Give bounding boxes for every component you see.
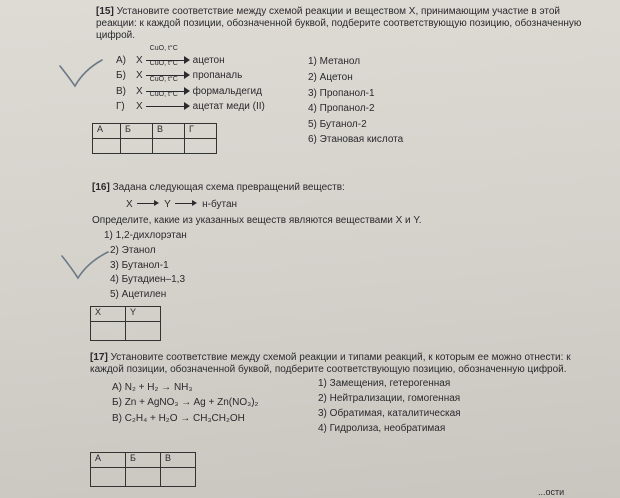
task15-option-6: 6) Этановая кислота [308, 134, 404, 145]
task15-option-5: 5) Бутанол-2 [308, 119, 367, 130]
task16-option-5: 5) Ацетилен [110, 289, 167, 300]
task16-scheme: X Y н-бутан [126, 199, 238, 210]
table-header: Г [185, 124, 217, 139]
task17-number: [17] [90, 352, 108, 363]
task17-reaction-b: Б) Zn + AgNO₃ → Ag + Zn(NO₃)₂ [112, 397, 259, 408]
task16-number: [16] [92, 182, 110, 193]
task15-line3: цифрой. [96, 30, 136, 41]
reaction-arrow-icon: CuO, t°C [146, 54, 190, 66]
answer-cell[interactable] [161, 468, 196, 487]
task16-option-3: 3) Бутанол-1 [110, 260, 169, 271]
task15-line1 [96, 6, 560, 18]
footer-fragment: ...ости [538, 487, 565, 497]
task16-question: Определите, какие из указанных веществ являются веществами X и Y. [92, 215, 422, 226]
table-header: В [153, 124, 185, 139]
answer-cell[interactable] [93, 139, 121, 154]
task17-reaction-c: В) C₂H₄ + H₂O → CH₃CH₂OH [112, 413, 245, 424]
table-header: А [93, 124, 121, 139]
task17-line2: каждой позиции, обозначенной буквой, подберите соответствующую позицию, обозначенную цифрой. [90, 364, 567, 375]
task17-option-1: 1) Замещения, гетерогенная [318, 378, 451, 389]
answer-cell[interactable] [126, 322, 161, 341]
checkmark-icon [58, 58, 104, 90]
task17-option-2: 2) Нейтрализации, гомогенная [318, 393, 461, 404]
task17-option-3: 3) Обратимая, каталитическая [318, 408, 461, 419]
task15-reaction-c: В) X CuO, t°C формальдегид [116, 76, 262, 97]
reaction-arrow-icon: CuO, t°C [146, 69, 190, 81]
task17-line1: [17] Установите соответствие между схемой реакции и типами реакций, к которым ее можно отнести: к [90, 352, 571, 363]
task17-answer-table [90, 452, 196, 487]
table-header: Y [126, 307, 161, 322]
answer-cell[interactable] [121, 139, 153, 154]
task15-reaction-a: А) X CuO, t°C ацетон [116, 45, 225, 66]
task15-number: [15] [96, 6, 114, 17]
table-header: А [91, 453, 126, 468]
task16-option-4: 4) Бутадиен–1,3 [110, 274, 186, 285]
task15-option-1: 1) Метанол [308, 56, 361, 67]
task17-reaction-a: А) N₂ + H₂ → NH₃ [112, 382, 193, 393]
table-header: В [161, 453, 196, 468]
answer-cell[interactable] [153, 139, 185, 154]
arrow-icon [175, 199, 197, 209]
task15-line2: реакции: к каждой позиции, обозначенной буквой, подберите соответствующую позицию, обозначенную [96, 18, 582, 29]
table-header: X [91, 307, 126, 322]
table-header: Б [121, 124, 153, 139]
answer-cell[interactable] [185, 139, 217, 154]
task15-reaction-d: Г) X CuO, t°C ацетат меди (II) [116, 91, 265, 112]
table-header: Б [126, 453, 161, 468]
task16-option-1: 1) 1,2-дихлорэтан [104, 230, 187, 241]
task17-option-4: 4) Гидролиза, необратимая [318, 423, 446, 434]
answer-cell[interactable] [91, 322, 126, 341]
task15-option-2: 2) Ацетон [308, 72, 353, 83]
task15-text-1: Установите соответствие между схемой реакции и веществом Х, принимающим участие в этой [116, 6, 560, 17]
arrow-icon [137, 199, 159, 209]
task15-answer-table [92, 123, 217, 154]
checkmark-icon [60, 250, 110, 282]
answer-cell[interactable] [91, 468, 126, 487]
task15-option-3: 3) Пропанол-1 [308, 88, 375, 99]
task16-option-2: 2) Этанол [110, 245, 156, 256]
task15-reaction-b: Б) X CuO, t°C пропаналь [116, 60, 243, 81]
task15-option-4: 4) Пропанол-2 [308, 103, 375, 114]
reaction-arrow-icon: CuO, t°C [146, 100, 190, 112]
reaction-arrow-icon: CuO, t°C [146, 85, 190, 97]
answer-cell[interactable] [126, 468, 161, 487]
task16-intro: [16] Задана следующая схема превращений веществ: [92, 182, 345, 193]
task16-answer-table [90, 306, 161, 341]
